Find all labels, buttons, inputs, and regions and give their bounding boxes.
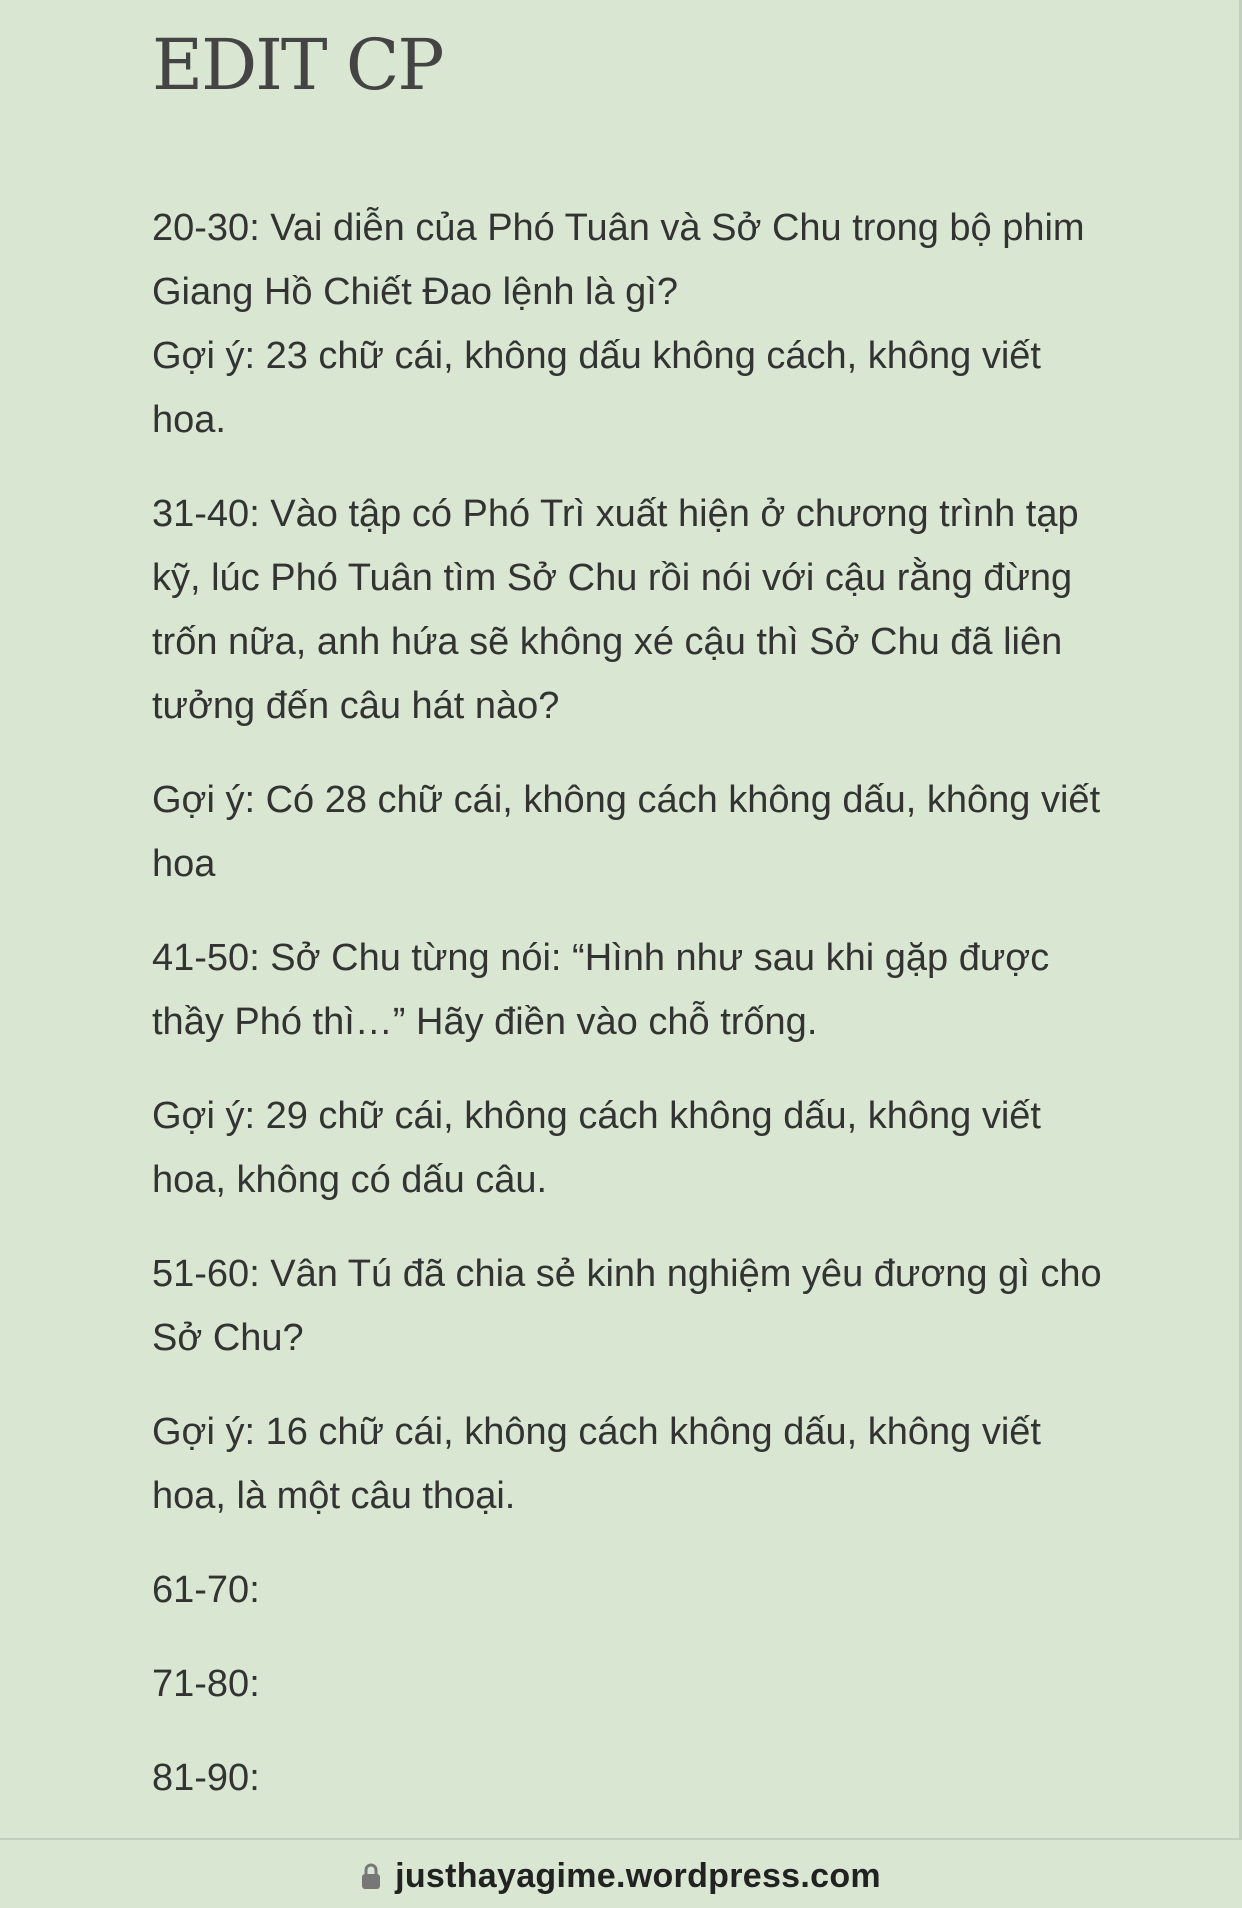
- question-71-80: 71-80:: [152, 1663, 260, 1705]
- question-51-60: 51-60: Vân Tú đã chia sẻ kinh nghiệm yêu đương gì cho Sở Chu?: [152, 1253, 1102, 1359]
- page-title: EDIT CP: [152, 24, 443, 106]
- url-text[interactable]: justhayagime.wordpress.com: [395, 1856, 881, 1895]
- hint-31-40: Gợi ý: Có 28 chữ cái, không cách không dấu, không viết hoa: [152, 779, 1101, 885]
- question-20-30: 20-30: Vai diễn của Phó Tuân và Sở Chu trong bộ phim Giang Hồ Chiết Đao lệnh là gì?: [152, 207, 1085, 313]
- question-31-40: 31-40: Vào tập có Phó Trì xuất hiện ở chương trình tạp kỹ, lúc Phó Tuân tìm Sở Chu rồi nói với cậu rằng đừng trốn nữa, anh hứa sẽ không xé cậu thì Sở Chu đã liên tưởng đến câu hát nào?: [152, 493, 1079, 727]
- post-content: [152, 0, 1112, 1840]
- question-61-70: 61-70:: [152, 1569, 260, 1611]
- question-81-90: 81-90:: [152, 1757, 260, 1799]
- hint-41-50: Gợi ý: 29 chữ cái, không cách không dấu, không viết hoa, không có dấu câu.: [152, 1095, 1041, 1201]
- hint-20-30: Gợi ý: 23 chữ cái, không dấu không cách, không viết hoa.: [152, 335, 1041, 441]
- question-41-50: 41-50: Sở Chu từng nói: “Hình như sau khi gặp được thầy Phó thì…” Hãy điền vào chỗ trống.: [152, 937, 1050, 1043]
- url-container[interactable]: [361, 1855, 881, 1896]
- browser-url-bar[interactable]: [0, 1838, 1242, 1908]
- hint-51-60: Gợi ý: 16 chữ cái, không cách không dấu, không viết hoa, là một câu thoại.: [152, 1411, 1041, 1517]
- post-body: [152, 196, 1112, 1810]
- lock-icon: [361, 1862, 381, 1890]
